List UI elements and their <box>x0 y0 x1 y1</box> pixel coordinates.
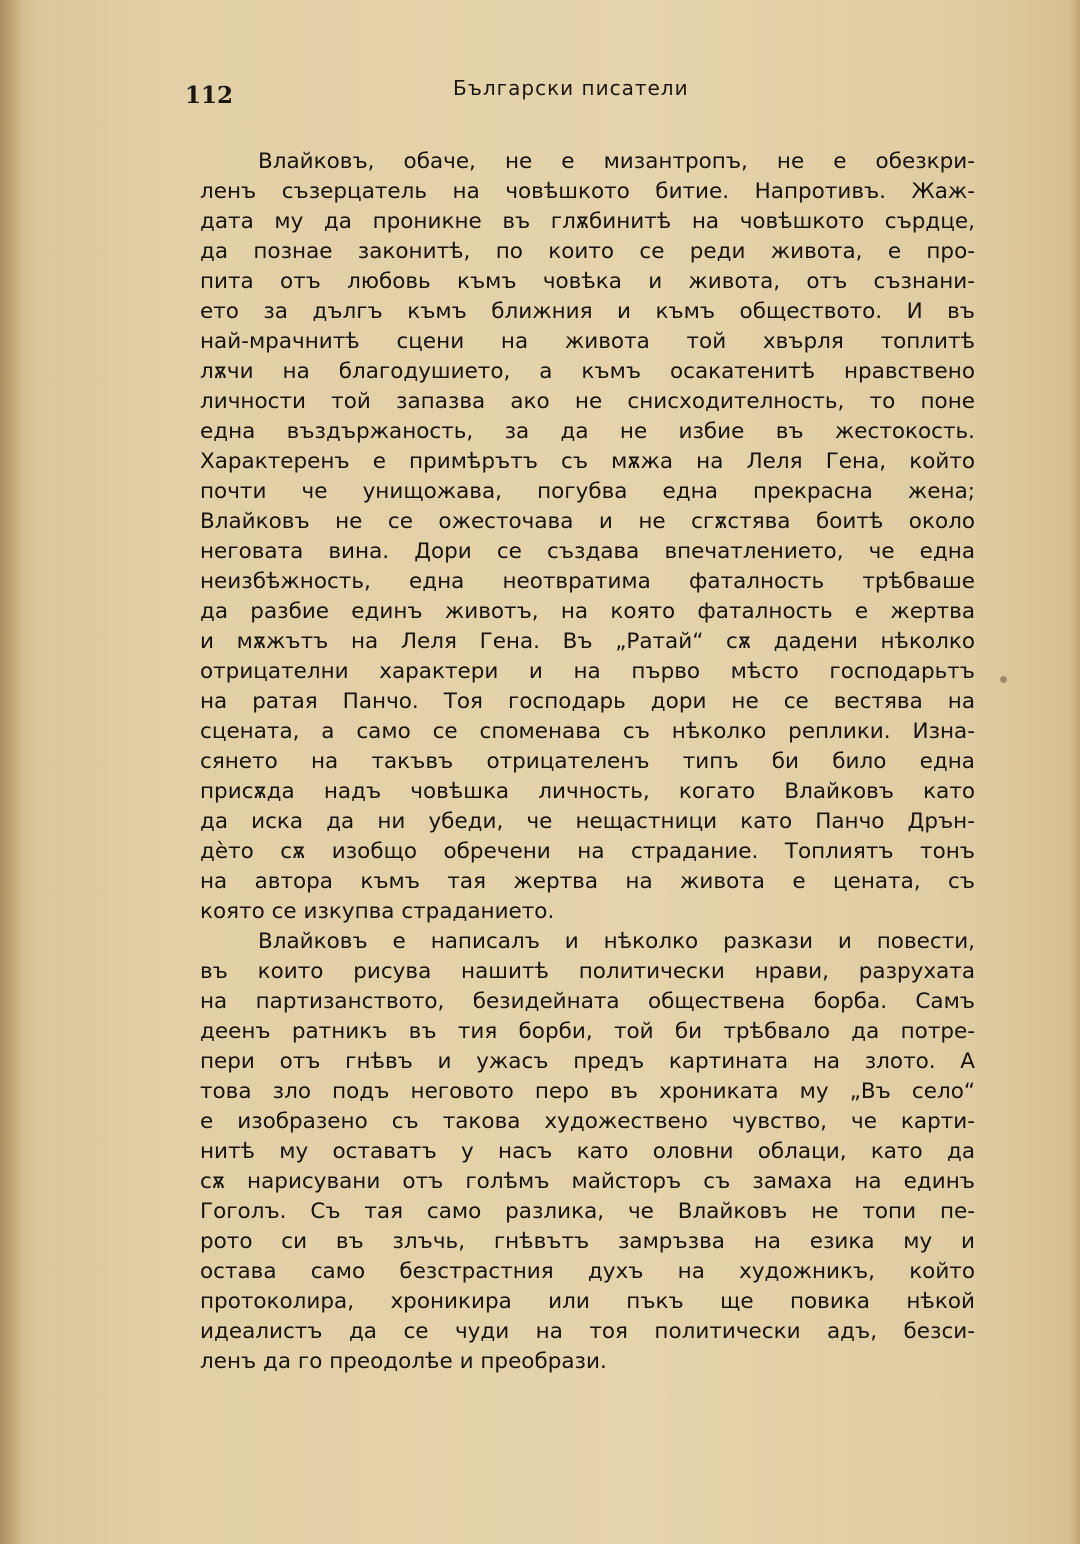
text-line: да познае законитѣ, по които се реди живота, е про- <box>200 239 975 264</box>
text-line: която се изкупва страданието. <box>200 899 555 924</box>
text-line: на ратая Панчо. Тоя господарь дори не се вестява на <box>200 689 975 714</box>
paragraph-1 <box>200 147 975 927</box>
text-line: въ които рисува нашитѣ политически нрави, разрухата <box>200 959 975 984</box>
text-line: пери отъ гнѣвъ и ужасъ предъ картината на злото. А <box>200 1049 975 1074</box>
text-line: Влайковъ е написалъ и нѣколко разкази и повести, <box>258 929 975 954</box>
text-line: рото си въ злъчь, гнѣвътъ замръзва на езика му и <box>200 1229 975 1254</box>
text-line: неизбѣжность, една неотвратима фаталность трѣбваше <box>200 569 975 594</box>
text-line: отрицателни характери и на първо мѣсто господарьтъ <box>200 659 975 684</box>
text-line: сѫ нарисувани отъ голѣмъ майсторъ съ замаха на единъ <box>200 1169 975 1194</box>
page-spine-shadow <box>0 0 22 1544</box>
text-line: неговата вина. Дори се създава впечатлението, че една <box>200 539 975 564</box>
text-line: почти че унищожава, погубва една прекрасна жена; <box>200 479 975 504</box>
paragraph-2 <box>200 927 975 1377</box>
text-line: Влайковъ не се ожесточава и не сгѫстява боитѣ около <box>200 509 975 534</box>
text-line: дата му да проникне въ глѫбинитѣ на човѣшкото сърдце, <box>200 209 975 234</box>
running-title: Български писатели <box>453 76 689 100</box>
text-line: Характеренъ е примѣрътъ съ мѫжа на Леля Гена, който <box>200 449 975 474</box>
text-line: пита отъ любовь къмъ човѣка и живота, отъ съзнани- <box>200 269 975 294</box>
body-text <box>200 147 975 1377</box>
text-line: дѐто сѫ изобщо обречени на страдание. Топлиятъ тонъ <box>200 839 975 864</box>
text-line: това зло подъ неговото перо въ хрониката му „Въ село“ <box>200 1079 975 1104</box>
page-header <box>185 72 975 112</box>
text-line: да иска да ни убеди, че нещастници като Панчо Дрън- <box>200 809 975 834</box>
text-line: най-мрачнитѣ сцени на живота той хвърля топлитѣ <box>200 329 975 354</box>
text-line: на автора къмъ тая жертва на живота е цената, съ <box>200 869 975 894</box>
text-line: Влайковъ, обаче, не е мизантропъ, не е обезкри- <box>258 149 975 174</box>
text-line: сянето на такъвъ отрицателенъ типъ би било една <box>200 749 975 774</box>
text-line: лѫчи на благодушието, а къмъ осакатенитѣ нравствено <box>200 359 975 384</box>
paper-speck <box>1000 676 1007 683</box>
text-line: остава само безстрастния духъ на художникъ, който <box>200 1259 975 1284</box>
text-line: да разбие единъ животъ, на която фаталность е жертва <box>200 599 975 624</box>
text-line: присѫда надъ човѣшка личность, когато Влайковъ като <box>200 779 975 804</box>
page-edge-shadow <box>1070 0 1080 1544</box>
text-line: нитѣ му оставатъ у насъ като оловни облаци, като да <box>200 1139 975 1164</box>
text-line: и мѫжътъ на Леля Гена. Въ „Ратай“ сѫ дадени нѣколко <box>200 629 975 654</box>
text-line: деенъ ратникъ въ тия борби, той би трѣбвало да потре- <box>200 1019 975 1044</box>
text-line: ленъ да го преодолѣе и преобрази. <box>200 1349 607 1374</box>
text-line: е изобразено съ такова художествено чувство, че карти- <box>200 1109 975 1134</box>
text-line: ленъ съзерцатель на човѣшкото битие. Напротивъ. Жаж- <box>200 179 975 204</box>
text-line: една въздържаность, за да не избие въ жестокость. <box>200 419 975 444</box>
text-line: сцената, а само се споменава съ нѣколко реплики. Изна- <box>200 719 975 744</box>
text-line: личности той запазва ако не снисходителность, то поне <box>200 389 975 414</box>
text-line: протоколира, хроникира или пъкъ ще повика нѣкой <box>200 1289 975 1314</box>
text-line: на партизанството, безидейната обществена борба. Самъ <box>200 989 975 1014</box>
text-line: Гоголъ. Съ тая само разлика, че Влайковъ не топи пе- <box>200 1199 975 1224</box>
text-line: идеалистъ да се чуди на тоя политически адъ, безси- <box>200 1319 975 1344</box>
text-line: ето за дългъ къмъ ближния и къмъ обществото. И въ <box>200 299 975 324</box>
page-number: 112 <box>185 82 234 109</box>
